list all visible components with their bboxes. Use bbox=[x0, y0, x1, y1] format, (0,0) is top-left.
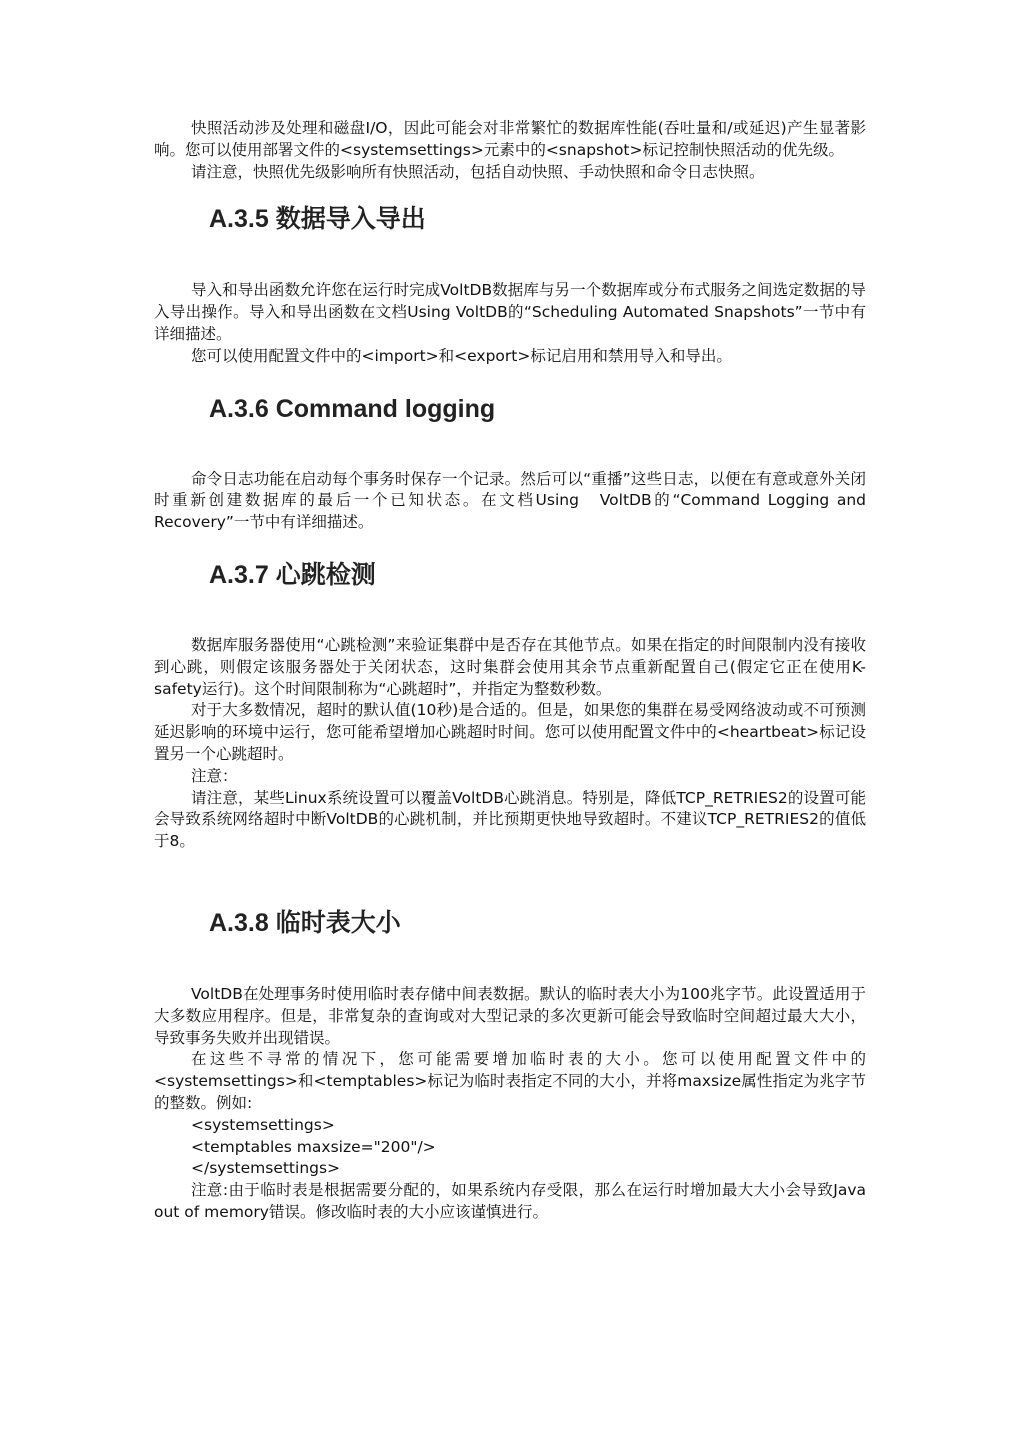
section-heading-a36: A.3.6 Command logging bbox=[209, 394, 496, 423]
a35-paragraph-1: 导入和导出函数允许您在运行时完成VoltDB数据库与另一个数据库或分布式服务之间选定数据的导入导出操作。导入和导出函数在文档Using VoltDB的“Scheduling Automated Snapshots”一节中有详细描述。 bbox=[154, 281, 866, 343]
a37-note-label: 注意： bbox=[191, 766, 238, 785]
a38-paragraph-2: 在这些不寻常的情况下，您可能需要增加临时表的大小。您可以使用配置文件中的<systemsettings>和<temptables>标记为临时表指定不同的大小，并将maxsize属性指定为兆字节的整数。例如: bbox=[154, 1050, 866, 1112]
a38-code-line-1: <systemsettings> bbox=[191, 1115, 335, 1134]
section-heading-a35: A.3.5 数据导入导出 bbox=[209, 205, 426, 234]
a37-paragraph-2: 对于大多数情况，超时的默认值(10秒)是合适的。但是，如果您的集群在易受网络波动或不可预测延迟影响的环境中运行，您可能希望增加心跳超时时间。您可以使用配置文件中的<heartbeat>标记设置另一个心跳超时。 bbox=[154, 701, 866, 763]
a37-paragraph-3: 请注意，某些Linux系统设置可以覆盖VoltDB心跳消息。特别是，降低TCP_RETRIES2的设置可能会导致系统网络超时中断VoltDB的心跳机制，并比预期更快地导致超时。不建议TCP_RETRIES2的值低于8。 bbox=[154, 788, 866, 851]
a38-code-line-3: </systemsettings> bbox=[191, 1159, 341, 1178]
a38-paragraph-1: VoltDB在处理事务时使用临时表存储中间表数据。默认的临时表大小为100兆字节。此设置适用于大多数应用程序。但是，非常复杂的查询或对大型记录的多次更新可能会导致临时空间超过最大大小，导致事务失败并出现错误。 bbox=[154, 984, 866, 1047]
a36-paragraph-1: 命令日志功能在启动每个事务时保存一个记录。然后可以“重播”这些日志，以便在有意或意外关闭时重新创建数据库的最后一个已知状态。在文档Using VoltDB的“Command Logging and Recovery”一节中有详细描述。 bbox=[154, 469, 866, 532]
a38-code-line-2: <temptables maxsize="200"/> bbox=[191, 1137, 436, 1156]
intro-paragraph: 快照活动涉及处理和磁盘I/O，因此可能会对非常繁忙的数据库性能(吞吐量和/或延迟)产生显著影响。您可以使用部署文件的<systemsettings>元素中的<snapshot>标记控制快照活动的优先级。 bbox=[154, 119, 866, 159]
section-heading-a37: A.3.7 心跳检测 bbox=[209, 560, 376, 589]
a35-paragraph-2: 您可以使用配置文件中的<import>和<export>标记启用和禁用导入和导出。 bbox=[191, 346, 732, 365]
intro-note-paragraph: 请注意，快照优先级影响所有快照活动，包括自动快照、手动快照和命令日志快照。 bbox=[191, 162, 765, 181]
a38-paragraph-3: 注意:由于临时表是根据需要分配的，如果系统内存受限，那么在运行时增加最大大小会导致Java out of memory错误。修改临时表的大小应该谨慎进行。 bbox=[154, 1181, 866, 1221]
a37-paragraph-1: 数据库服务器使用“心跳检测”来验证集群中是否存在其他节点。如果在指定的时间限制内没有接收到心跳，则假定该服务器处于关闭状态，这时集群会使用其余节点重新配置自己(假定它正在使用K-safety运行)。这个时间限制称为“心跳超时”，并指定为整数秒数。 bbox=[154, 635, 866, 698]
document-body bbox=[154, 118, 866, 1224]
section-heading-a38: A.3.8 临时表大小 bbox=[209, 908, 401, 937]
